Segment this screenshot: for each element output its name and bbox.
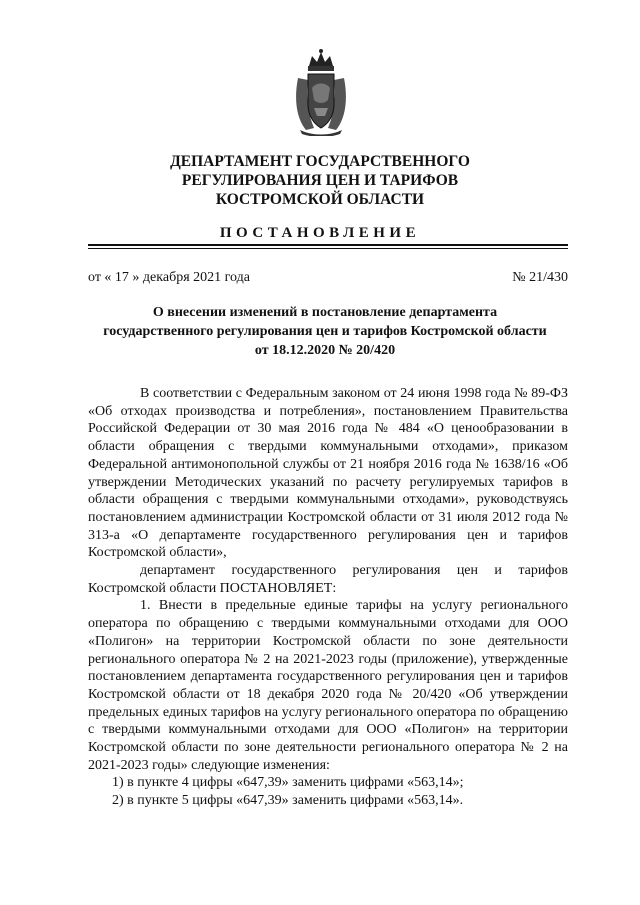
document-type: ПОСТАНОВЛЕНИЕ bbox=[219, 225, 421, 241]
title-line-1: О внесении изменений в постановление департамента bbox=[152, 305, 498, 320]
header-line-3: КОСТРОМСКОЙ ОБЛАСТИ bbox=[215, 191, 425, 208]
header-line-1: ДЕПАРТАМЕНТ ГОСУДАРСТВЕННОГО bbox=[170, 153, 470, 170]
paragraph-preamble: В соответствии с Федеральным законом от 24 июня 1998 года № 89-ФЗ «Об отходах производства и потребления», постановлением Правительства Российской Федерации от 30 мая 2016 года № 484 «О ценообразовании в области обращения с твердыми коммунальными отходами», приказом Федеральной антимонопольной службы от 21 ноября 2016 года № 1638/16 «Об утверждении Методических указаний по расчету регулируемых тарифов в области обращения с твердыми коммунальными отходами», руководствуясь постановлением администрации Костромской области от 31 июля 2012 года № 313-а «О департаменте государственного регулирования цен и тарифов Костромской области», bbox=[88, 386, 568, 561]
subitem-2: 2) в пункте 5 цифры «647,39» заменить цифрами «563,14». bbox=[112, 793, 464, 809]
subitem-1: 1) в пункте 4 цифры «647,39» заменить цифрами «563,14»; bbox=[112, 775, 464, 791]
document-date: от « 17 » декабря 2021 года bbox=[88, 270, 250, 285]
coat-of-arms-emblem bbox=[292, 48, 350, 136]
paragraph-item-1: 1. Внести в предельные единые тарифы на услугу регионального оператора по обращению с твердыми коммунальными отходами для ООО «Полигон» на территории Костромской области по зоне деятельности регионального оператора № 2 на 2021-2023 годы (приложение), утвержденные постановлением департамента государственного регулирования цен и тарифов Костромской области от 18 декабря 2020 года № 20/420 «Об утверждении предельных единых тарифов на услугу регионального оператора по обращению с твердыми коммунальными отходами для ООО «Полигон» на территории Костромской области по зоне деятельности регионального оператора № 2 на 2021-2023 годы» следующие изменения: bbox=[88, 598, 568, 773]
header-rule-thin bbox=[88, 248, 568, 249]
document-title bbox=[80, 303, 570, 360]
header-rule bbox=[88, 244, 568, 246]
paragraph-resolves: департамент государственного регулирования цен и тарифов Костромской области ПОСТАНОВЛЯЕТ: bbox=[88, 563, 568, 596]
title-line-2: государственного регулирования цен и тарифов Костромской области bbox=[103, 324, 547, 339]
document-number: № 21/430 bbox=[512, 270, 568, 285]
title-line-3: от 18.12.2020 № 20/420 bbox=[254, 343, 396, 358]
department-header bbox=[0, 152, 640, 209]
document-body bbox=[88, 385, 568, 810]
header-line-2: РЕГУЛИРОВАНИЯ ЦЕН И ТАРИФОВ bbox=[181, 172, 459, 189]
